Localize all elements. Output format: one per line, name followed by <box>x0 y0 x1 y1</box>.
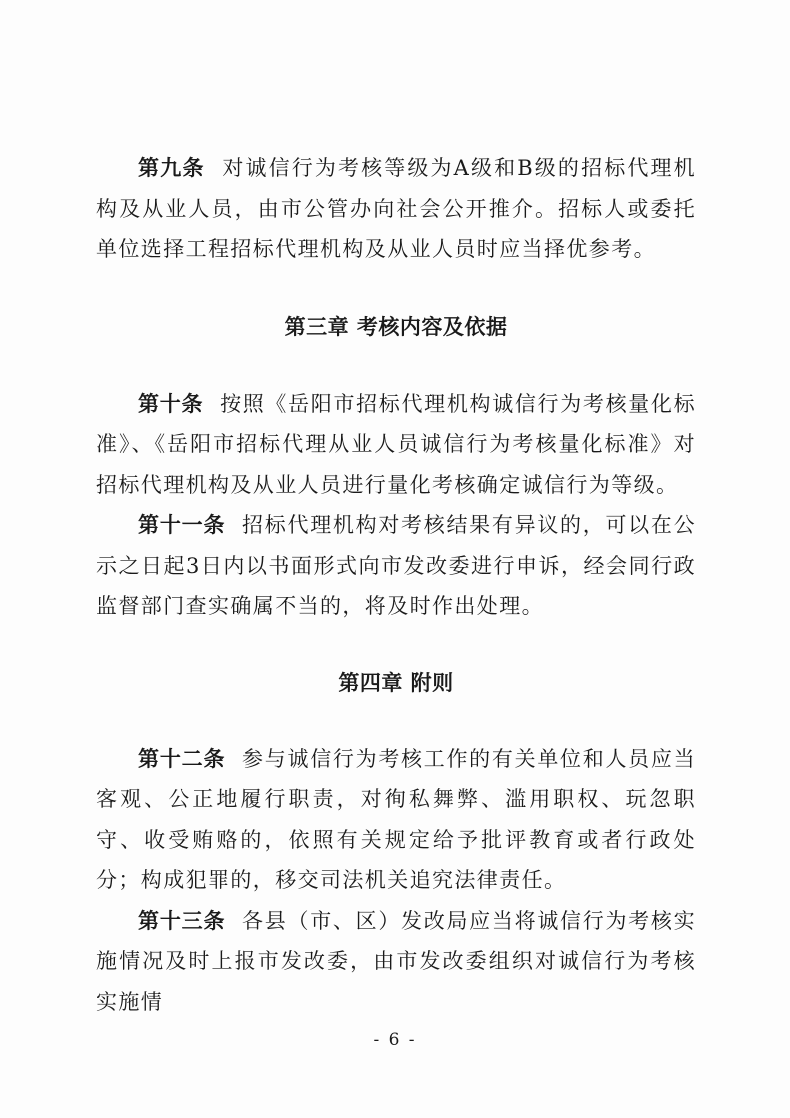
article-text: 各县（市、区）发改局应当将诚信行为考核实施情况及时上报市发改委，由市发改委组织对诚信行为考核实施情 <box>96 908 697 1014</box>
chapter-4-heading: 第四章 附则 <box>338 670 454 695</box>
document-body <box>96 148 696 1022</box>
article-9 <box>96 148 696 270</box>
article-text: 招标代理机构对考核结果有异议的，可以在公示之日起3日内以书面形式向市发改委进行申诉，经会同行政监督部门查实确属不当的，将及时作出处理。 <box>96 513 697 618</box>
article-text: 参与诚信行为考核工作的有关单位和人员应当客观、公正地履行职责，对徇私舞弊、滥用职权、玩忽职守、收受贿赂的，依照有关规定给予批评教育或者行政处分；构成犯罪的，移交司法机关追究法律责任。 <box>96 746 697 892</box>
article-label: 第九条 <box>138 156 205 180</box>
article-label: 第十一条 <box>138 513 226 537</box>
chapter-3-heading: 第三章 考核内容及依据 <box>284 314 508 339</box>
article-label: 第十三条 <box>138 908 226 933</box>
page-number: - 6 - <box>373 1030 417 1050</box>
article-label: 第十二条 <box>138 746 226 771</box>
article-label: 第十条 <box>138 391 204 416</box>
article-11 <box>96 505 696 627</box>
article-12 <box>96 739 696 901</box>
article-text: 对诚信行为考核等级为A级和B级的招标代理机构及从业人员，由市公管办向社会公开推介。招标人或委托单位选择工程招标代理机构及从业人员时应当择优参考。 <box>96 156 696 261</box>
article-10 <box>96 384 696 506</box>
article-text: 按照《岳阳市招标代理机构诚信行为考核量化标准》、《岳阳市招标代理从业人员诚信行为考核量化标准》对招标代理机构及从业人员进行量化考核确定诚信行为等级。 <box>96 391 697 497</box>
article-13 <box>96 901 696 1023</box>
